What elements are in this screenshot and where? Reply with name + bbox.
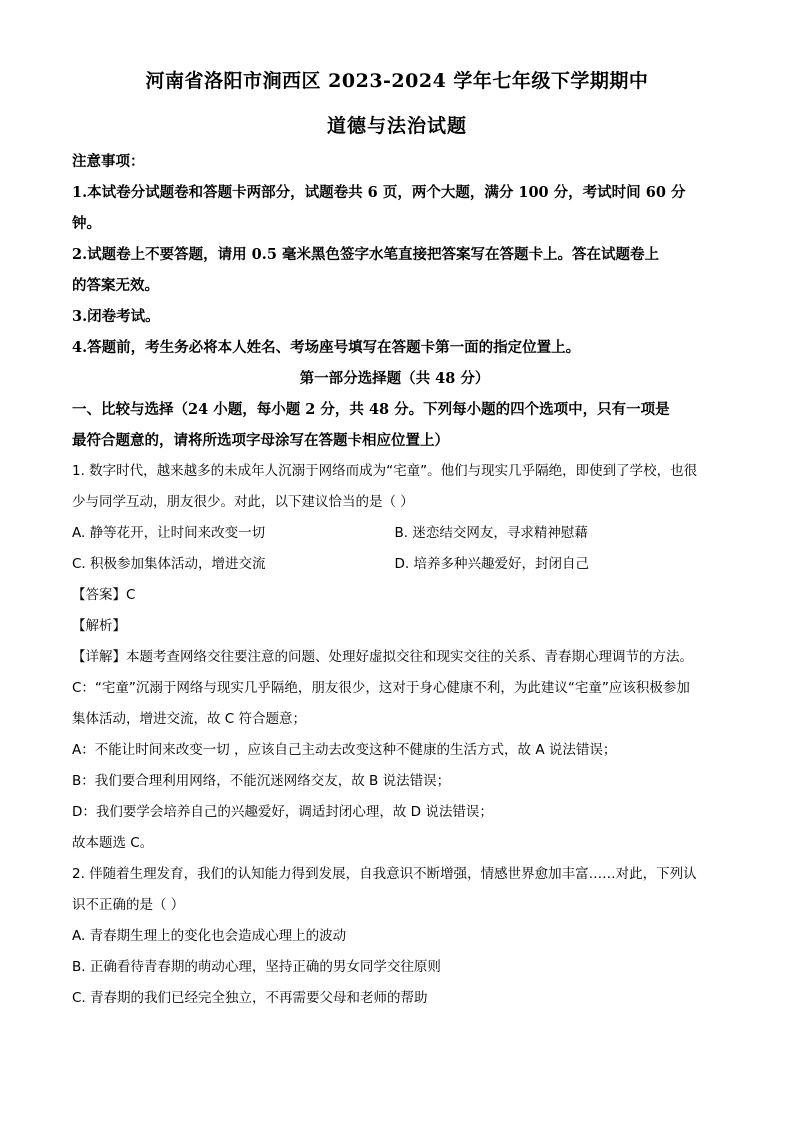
q1-option-c: C. 积极参加集体活动，增进交流 (72, 556, 266, 572)
notice-item-1: 1.本试卷分试题卷和答题卡两部分，试题卷共 6 页，两个大题，满分 100 分，考试时间 60 分 (72, 184, 686, 201)
q1-detail-2: C：“宅童”沉溺于网络与现实几乎隔绝，朋友很少，这对于身心健康不利，为此建议“宅童”应该积极参加 (72, 680, 690, 696)
question-2 (72, 859, 717, 1014)
notice-item-2-cont: 的答案无效。 (72, 277, 159, 294)
document-title-line2: 道德与法治试题 (326, 115, 467, 137)
q1-stem-cont: 少与同学互动，朋友很少。对此，以下建议恰当的是（ ） (72, 494, 414, 510)
q1-detail-6: D：我们要学会培养自己的兴趣爱好，调适封闭心理，故 D 说法错误； (72, 804, 493, 820)
q1-option-b: B. 迷恋结交网友，寻求精神慰藉 (394, 525, 588, 541)
q1-answer (72, 580, 717, 611)
notice-item-2: 2.试题卷上不要答题，请用 0.5 毫米黑色签字水笔直接把答案写在答题卡上。答在试题卷上 (72, 246, 659, 263)
q1-option-a: A. 静等花开，让时间来改变一切 (72, 525, 266, 541)
section1-instruction: 一、比较与选择（24 小题，每小题 2 分，共 48 分。下列每小题的四个选项中，只有一项是 (72, 401, 670, 418)
section1-instruction-cont: 最符合题意的，请将所选项字母涂写在答题卡相应位置上） (72, 432, 449, 449)
q1-detail-7: 故本题选 C。 (72, 835, 154, 851)
document-title-line1: 河南省洛阳市涧西区 2023-2024 学年七年级下学期期中 (145, 70, 649, 92)
q2-stem: 2. 伴随着生理发育，我们的认知能力得到发展，自我意识不断增强，情感世界愈加丰富……对此，下列认 (72, 866, 697, 882)
q1-option-d: D. 培养多种兴趣爱好，封闭自己 (394, 556, 589, 572)
notice-section (72, 146, 717, 456)
q2-option-b: B. 正确看待青春期的萌动心理，坚持正确的男女同学交往原则 (72, 959, 441, 975)
notice-item-3: 3.闭卷考试。 (72, 308, 160, 325)
q1-detail-5: B：我们要合理利用网络，不能沉迷网络交友，故 B 说法错误； (72, 773, 451, 789)
q1-stem: 1. 数字时代，越来越多的未成年人沉溺于网络而成为“宅童”。他们与现实几乎隔绝，即使到了学校，也很 (72, 463, 698, 479)
q1-options-row1 (72, 518, 717, 549)
q1-detail-4: A：不能让时间来改变一切 ，应该自己主动去改变这种不健康的生活方式，故 A 说法错误； (72, 742, 617, 758)
notice-item-4: 4.答题前，考生务必将本人姓名、考场座号填写在答题卡第一面的指定位置上。 (72, 339, 581, 356)
q1-detail-1: 【详解】本题考查网络交往要注意的问题、处理好虚拟交往和现实交往的关系、青春期心理调节的方法。 (72, 649, 693, 665)
notice-heading: 注意事项： (72, 153, 145, 170)
q2-option-c: C. 青春期的我们已经完全独立，不再需要父母和老师的帮助 (72, 990, 428, 1006)
notice-item-1-cont: 钟。 (72, 215, 101, 232)
q1-detail-3: 集体活动，增进交流，故 C 符合题意； (72, 711, 307, 727)
section1-title: 第一部分选择题（共 48 分） (299, 370, 490, 387)
q2-option-a: A. 青春期生理上的变化也会造成心理上的波动 (72, 928, 347, 944)
q1-options-row2 (72, 549, 717, 580)
answer-value: C (126, 587, 136, 603)
question-1 (72, 456, 717, 859)
q1-analysis-label: 【解析】 (72, 618, 126, 634)
answer-label: 【答案】 (72, 587, 126, 603)
q2-stem-cont: 识不正确的是（ ） (72, 897, 185, 913)
